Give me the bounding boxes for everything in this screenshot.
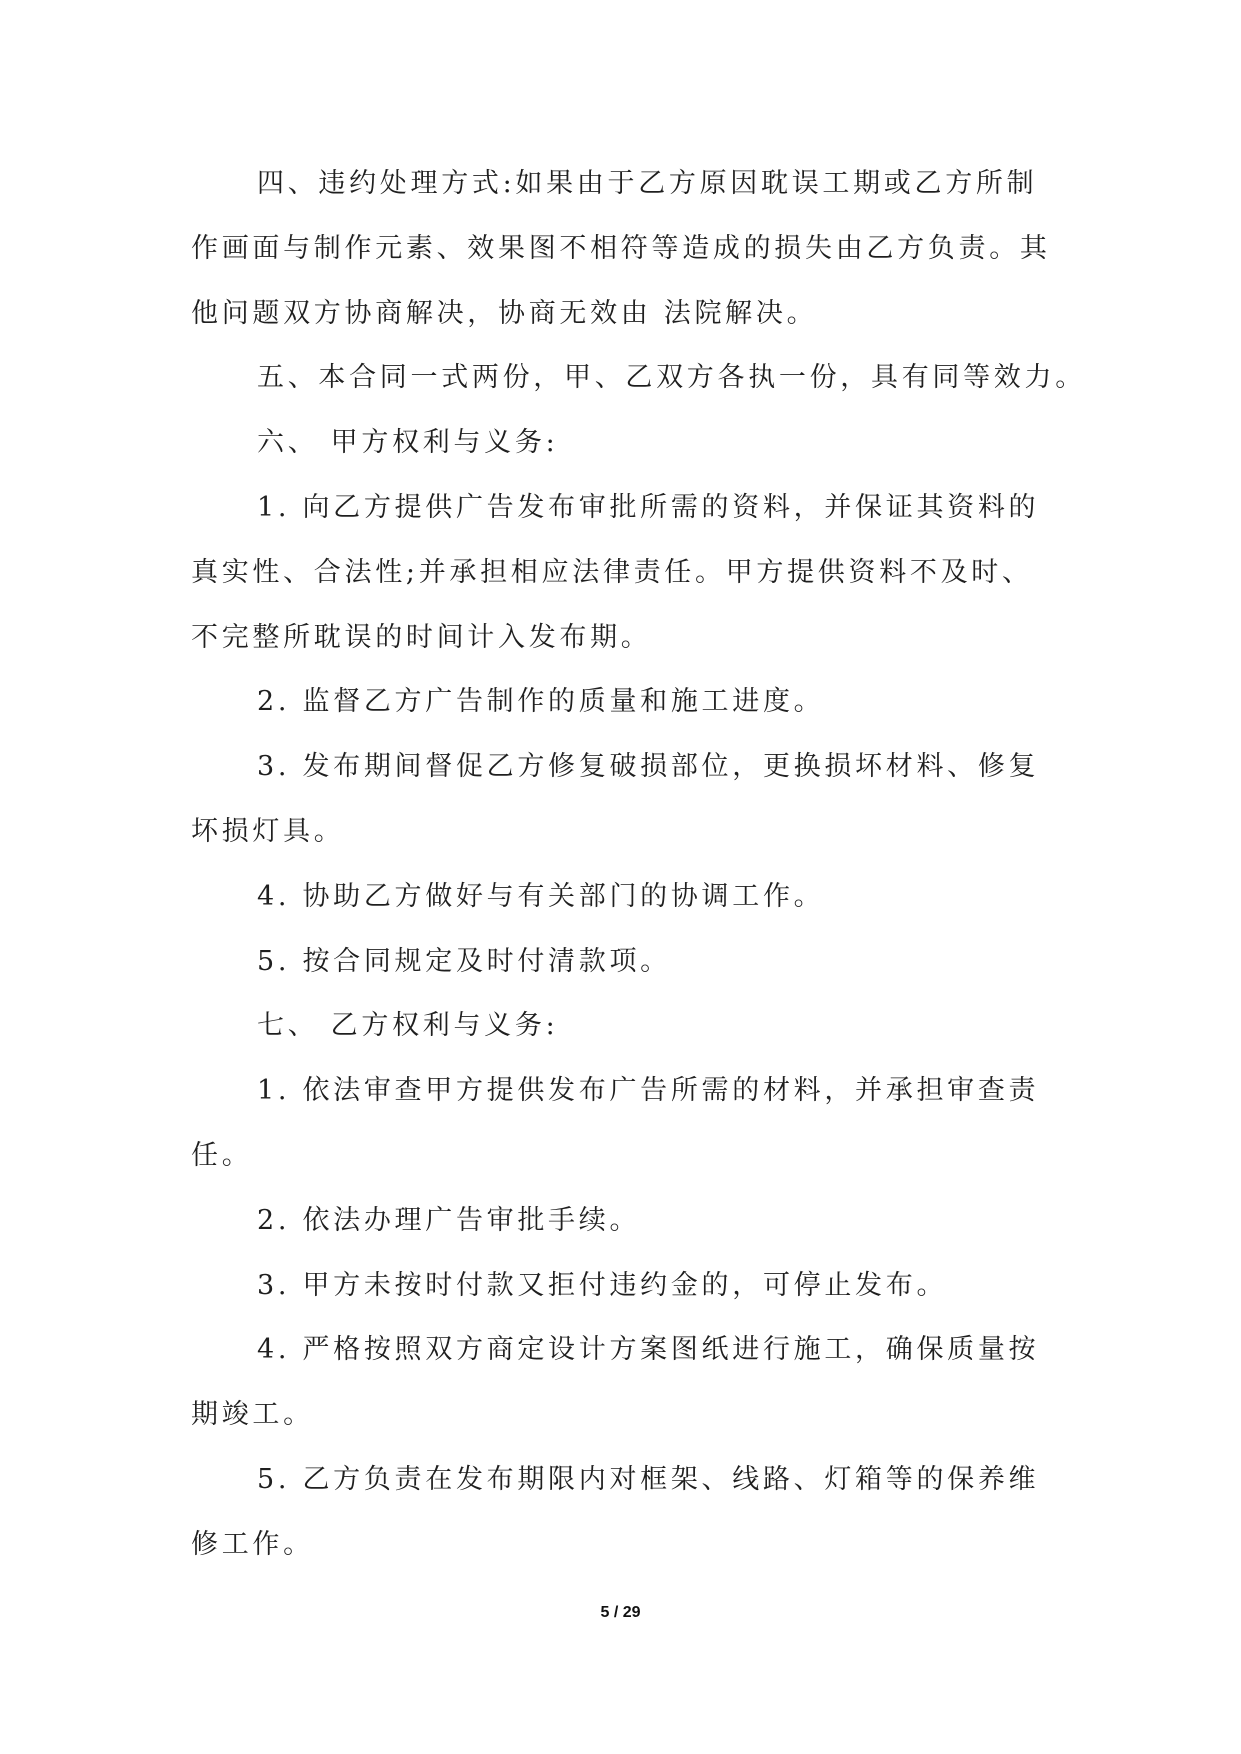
party-a-item-3 — [191, 735, 1071, 865]
text-line: 4. 协助乙方做好与有关部门的协调工作。 — [257, 880, 825, 912]
section-heading: 六、 甲方权利与义务: — [257, 427, 559, 459]
text-line: 修工作。 — [191, 1528, 314, 1560]
document-body — [191, 152, 1086, 1578]
party-b-item-5 — [191, 1448, 1071, 1578]
party-b-item-4 — [191, 1318, 1071, 1448]
party-a-item-1 — [191, 476, 1071, 670]
party-a-item-4 — [191, 865, 1071, 930]
text-line: 作画面与制作元素、效果图不相符等造成的损失由乙方负责。其 — [191, 232, 1051, 264]
text-line: 5. 乙方负责在发布期限内对框架、线路、灯箱等的保养维 — [257, 1463, 1040, 1495]
text-line: 1. 依法审查甲方提供发布广告所需的材料，并承担审查责 — [257, 1075, 1040, 1107]
section-heading-party-a — [191, 411, 1071, 476]
party-a-item-5 — [191, 930, 1071, 995]
text-line: 四、违约处理方式:如果由于乙方原因耽误工期或乙方所制 — [257, 168, 1038, 199]
party-b-item-3 — [191, 1254, 1071, 1319]
text-line: 3. 甲方未按时付款又拒付违约金的，可停止发布。 — [257, 1269, 948, 1301]
paragraph-breach-handling — [191, 152, 1071, 346]
text-line: 2. 依法办理广告审批手续。 — [257, 1204, 641, 1236]
text-line: 2. 监督乙方广告制作的质量和施工进度。 — [257, 686, 825, 718]
party-b-item-1 — [191, 1059, 1071, 1189]
text-line: 他问题双方协商解决，协商无效由 法院解决。 — [191, 297, 818, 329]
text-line: 不完整所耽误的时间计入发布期。 — [191, 621, 652, 653]
text-line: 5. 按合同规定及时付清款项。 — [257, 945, 671, 977]
party-a-item-2 — [191, 670, 1071, 735]
page-number: 5 / 29 — [600, 1604, 641, 1621]
text-line: 任。 — [191, 1139, 253, 1171]
text-line: 坏损灯具。 — [191, 815, 345, 847]
paragraph-copies — [191, 346, 1086, 411]
text-line: 3. 发布期间督促乙方修复破损部位，更换损坏材料、修复 — [257, 751, 1040, 783]
text-line: 4. 严格按照双方商定设计方案图纸进行施工，确保质量按 — [257, 1334, 1040, 1366]
party-b-item-2 — [191, 1189, 1071, 1254]
text-line: 1. 向乙方提供广告发布审批所需的资料，并保证其资料的 — [257, 491, 1040, 523]
section-heading-party-b — [191, 994, 1071, 1059]
text-line: 五、本合同一式两份，甲、乙双方各执一份，具有同等效力。 — [257, 362, 1086, 394]
text-line: 期竣工。 — [191, 1399, 314, 1431]
section-heading: 七、 乙方权利与义务: — [257, 1010, 559, 1042]
text-line: 真实性、合法性;并承担相应法律责任。甲方提供资料不及时、 — [191, 556, 1033, 588]
